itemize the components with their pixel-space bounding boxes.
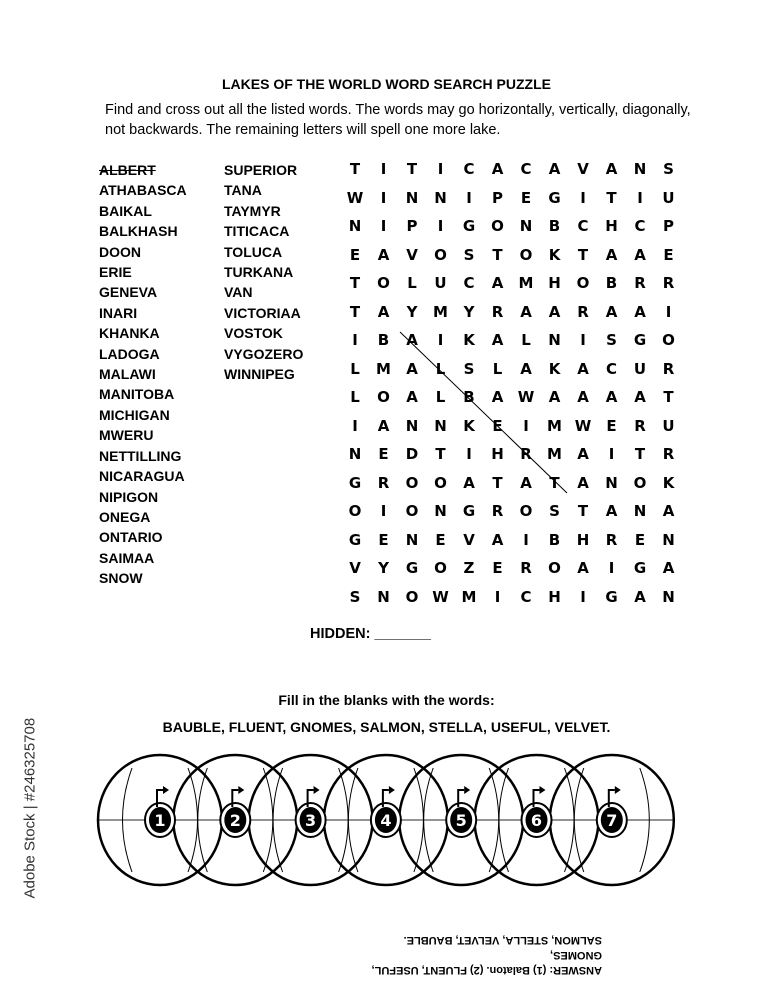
grid-letter: I (466, 188, 472, 207)
grid-letter: I (580, 587, 586, 606)
grid-letter: T (349, 274, 361, 292)
grid-letter: Z (463, 559, 475, 577)
grid-letter: O (662, 331, 675, 349)
circle-number: 6 (530, 811, 543, 830)
grid-letter: A (577, 359, 589, 378)
grid-letter: A (491, 274, 504, 292)
grid-letter: U (662, 188, 675, 207)
grid-letter: A (377, 302, 390, 321)
numbered-marker (446, 786, 476, 837)
grid-letter: Y (378, 559, 389, 577)
grid-letter: A (491, 160, 504, 178)
grid-letter: O (348, 502, 362, 520)
grid-letter: A (634, 245, 646, 264)
word-list-item: VAN (224, 284, 253, 301)
grid-letter: L (435, 388, 446, 406)
word-list-item: WINNIPEG (224, 366, 295, 383)
grid-letter: S (549, 502, 560, 520)
numbered-marker (145, 786, 175, 837)
arrow-icon (464, 786, 470, 794)
grid-letter: T (492, 473, 503, 492)
word-list-item: DOON (99, 243, 141, 260)
word-list-item: NIPIGON (99, 488, 159, 505)
grid-letter: E (663, 245, 674, 264)
grid-letter: N (348, 217, 362, 235)
grid-letter: V (463, 530, 475, 549)
grid-letter: U (434, 274, 447, 292)
grid-letter: H (548, 587, 561, 606)
grid-letter: M (518, 274, 534, 292)
grid-letter: G (605, 587, 618, 606)
grid-letter: E (492, 559, 503, 577)
grid-letter: A (406, 331, 418, 349)
grid-letter: P (406, 217, 418, 235)
grid-letter: R (634, 274, 646, 292)
word-list-item: GENEVA (99, 284, 158, 301)
grid-letter: A (406, 359, 418, 378)
grid-letter: A (634, 302, 646, 321)
circle-number: 2 (229, 811, 241, 830)
grid-letter: T (577, 245, 589, 264)
grid-letter: T (492, 245, 503, 264)
grid-letter: I (380, 502, 387, 520)
grid-letter: T (406, 160, 418, 178)
answer-key-upside-down (350, 932, 602, 977)
grid-letter: W (574, 416, 592, 435)
grid-letter: I (352, 416, 358, 435)
numbered-marker (597, 786, 627, 837)
circle-puzzle (0, 740, 773, 910)
grid-letter: I (580, 188, 586, 207)
grid-letter: O (434, 559, 447, 577)
grid-letter: O (491, 217, 504, 235)
grid-letter: W (346, 188, 364, 207)
grid-letter: G (405, 559, 419, 577)
grid-letter: K (463, 416, 475, 435)
grid-letter: M (376, 359, 391, 378)
grid-letter: T (663, 388, 674, 406)
word-list-item: VOSTOK (224, 325, 283, 342)
grid-letter: I (437, 331, 444, 349)
grid-letter: A (406, 388, 418, 406)
grid-letter: G (548, 188, 561, 207)
grid-letter: P (663, 217, 674, 235)
circle-number: 5 (455, 811, 467, 830)
letter-grid (340, 155, 690, 615)
grid-letter: N (633, 502, 647, 520)
numbered-marker (371, 786, 401, 837)
grid-letter: A (662, 502, 675, 520)
grid-letter: S (463, 245, 475, 264)
grid-letter: A (548, 160, 561, 178)
arrow-icon (314, 786, 320, 794)
grid-letter: A (605, 388, 618, 406)
grid-letter: Y (463, 302, 475, 321)
grid-letter: O (519, 502, 533, 520)
grid-letter: O (405, 473, 419, 492)
grid-letter: I (637, 188, 643, 207)
grid-letter: T (549, 473, 560, 492)
arrow-icon (238, 786, 244, 794)
answer-line-2: SALMON, STELLA, VELVET, BAUBLE. (403, 934, 602, 946)
word-list-item: MICHIGAN (99, 406, 170, 423)
word-list-item: NICARAGUA (99, 468, 185, 485)
grid-letter: L (407, 274, 417, 292)
word-list-item: KHANKA (99, 325, 160, 342)
fill-instruction: Fill in the blanks with the words: (278, 692, 495, 708)
grid-letter: N (633, 160, 647, 178)
circle-number: 4 (380, 811, 392, 830)
grid-letter: O (434, 473, 447, 492)
grid-letter: B (377, 331, 390, 349)
word-list-column-2 (224, 160, 303, 384)
circle-number: 3 (305, 811, 317, 830)
word-list-item: TAYMYR (224, 202, 281, 219)
grid-letter: T (349, 160, 361, 178)
fill-word-list: BAUBLE, FLUENT, GNOMES, SALMON, STELLA, USEFUL, VELVET. (162, 719, 611, 735)
grid-letter: I (437, 217, 444, 235)
word-list-item: ATHABASCA (99, 182, 187, 199)
grid-letter: E (435, 530, 446, 549)
grid-letter: R (662, 445, 675, 463)
circle-number: 1 (154, 811, 166, 830)
grid-letter: I (608, 445, 615, 463)
word-list-item: TANA (224, 182, 262, 199)
grid-letter: N (348, 445, 362, 463)
grid-letter: R (377, 473, 390, 492)
word-list-item: SNOW (99, 570, 143, 587)
grid-letter: E (520, 188, 532, 207)
grid-letter: M (547, 416, 562, 435)
puzzle-title: LAKES OF THE WORLD WORD SEARCH PUZZLE (222, 76, 551, 92)
grid-letter: I (580, 331, 586, 349)
grid-letter: O (633, 473, 647, 492)
grid-letter: C (463, 274, 475, 292)
arrow-icon (540, 786, 546, 794)
grid-letter: R (520, 559, 532, 577)
grid-letter: C (634, 217, 646, 235)
grid-letter: V (406, 245, 418, 264)
grid-letter: I (665, 302, 672, 321)
word-list-item: MANITOBA (99, 386, 175, 403)
word-list-item: SAIMAA (99, 549, 155, 566)
grid-letter: K (662, 473, 675, 492)
grid-letter: C (577, 217, 589, 235)
grid-letter: O (548, 559, 561, 577)
word-list-item: TURKANA (224, 264, 294, 281)
grid-letter: R (577, 302, 589, 321)
word-list-item: ALBERT (99, 162, 156, 178)
word-list-item: MALAWI (99, 366, 156, 383)
grid-letter: A (463, 473, 475, 492)
grid-letter: W (432, 587, 449, 606)
grid-letter: Y (406, 302, 418, 321)
word-list-item: ERIE (99, 264, 132, 281)
numbered-marker (522, 786, 552, 837)
grid-letter: R (662, 359, 675, 378)
grid-letter: O (377, 274, 390, 292)
grid-letter: G (348, 473, 362, 492)
grid-letter: L (492, 359, 503, 378)
grid-letter: A (577, 559, 589, 577)
grid-letter: A (491, 331, 504, 349)
grid-letter: O (405, 502, 419, 520)
grid-letter: B (605, 274, 618, 292)
grid-letter: U (662, 416, 675, 435)
word-list-item: MWERU (99, 427, 154, 444)
grid-letter: K (548, 359, 561, 378)
grid-letter: G (633, 559, 647, 577)
arrow-icon (615, 786, 621, 794)
grid-letter: A (634, 388, 646, 406)
grid-letter: A (605, 245, 618, 264)
grid-letter: I (352, 331, 358, 349)
grid-letter: G (462, 217, 476, 235)
grid-letter: I (437, 160, 444, 178)
arrow-icon (163, 786, 169, 794)
answer-line-1: ANSWER: (1) Balaton. (2) FLUENT, USEFUL, GNOMES, (371, 949, 602, 976)
word-list-item: SUPERIOR (224, 162, 298, 178)
grid-letter: R (491, 302, 504, 321)
grid-letter: H (548, 274, 561, 292)
grid-letter: M (461, 587, 477, 606)
grid-letter: N (662, 530, 675, 549)
grid-letter: R (634, 416, 646, 435)
grid-letter: O (519, 245, 533, 264)
grid-letter: L (435, 359, 446, 378)
grid-letter: C (605, 359, 617, 378)
grid-letter: B (548, 530, 561, 549)
grid-letter: I (380, 217, 387, 235)
grid-letter: I (523, 416, 529, 435)
grid-letter: A (662, 559, 675, 577)
grid-letter: O (377, 388, 390, 406)
grid-letter: L (521, 331, 531, 349)
word-list-item: TOLUCA (224, 243, 283, 260)
watermark: Adobe Stock | #246325708 (21, 717, 39, 899)
grid-letter: A (605, 502, 618, 520)
grid-letter: N (548, 331, 561, 349)
grid-letter: E (349, 245, 361, 264)
grid-letter: I (380, 160, 387, 178)
grid-letter: A (605, 160, 618, 178)
grid-letter: E (634, 530, 646, 549)
word-list-item: LADOGA (99, 345, 160, 362)
grid-letter: A (520, 359, 532, 378)
word-list-item: BALKHASH (99, 223, 178, 240)
grid-letter: A (491, 388, 504, 406)
grid-letter: R (605, 530, 618, 549)
circle-number: 7 (606, 811, 618, 830)
grid-letter: O (405, 587, 419, 606)
grid-letter: I (466, 445, 472, 463)
grid-letter: B (548, 217, 561, 235)
grid-letter: O (576, 274, 590, 292)
grid-letter: G (462, 502, 476, 520)
grid-letter: C (463, 160, 475, 178)
grid-letter: N (405, 530, 419, 549)
grid-letter: E (378, 445, 389, 463)
grid-letter: N (377, 587, 390, 606)
grid-letter: N (434, 416, 447, 435)
grid-letter: T (634, 445, 646, 463)
grid-letter: A (577, 473, 589, 492)
grid-letter: N (605, 473, 618, 492)
grid-letter: A (520, 473, 532, 492)
grid-letter: M (547, 445, 562, 463)
grid-letter: P (492, 188, 503, 207)
grid-letter: A (548, 388, 561, 406)
grid-letter: K (548, 245, 561, 264)
grid-letter: L (350, 359, 360, 378)
grid-letter: T (349, 302, 361, 321)
grid-letter: G (348, 530, 362, 549)
word-list-item: ONTARIO (99, 529, 163, 546)
grid-letter: H (491, 445, 504, 463)
grid-letter: V (349, 559, 361, 577)
grid-letter: N (434, 502, 447, 520)
numbered-marker (296, 786, 326, 837)
hidden-word-blank: HIDDEN: _______ (310, 626, 431, 642)
grid-letter: A (548, 302, 561, 321)
grid-letter: R (491, 502, 504, 520)
word-list-item: VICTORIAA (224, 304, 301, 321)
grid-letter: A (520, 302, 532, 321)
grid-letter: A (605, 302, 618, 321)
grid-letter: N (405, 416, 419, 435)
grid-letter: I (494, 587, 501, 606)
grid-letter: G (633, 331, 647, 349)
word-list-item: ONEGA (99, 508, 151, 525)
grid-letter: T (606, 188, 617, 207)
grid-letter: S (463, 359, 475, 378)
numbered-marker (220, 786, 250, 837)
grid-letter: B (463, 388, 475, 406)
grid-letter: A (577, 388, 589, 406)
grid-letter: E (378, 530, 389, 549)
grid-letter: L (350, 388, 360, 406)
grid-letter: K (463, 331, 475, 349)
grid-letter: E (492, 416, 503, 435)
grid-letter: O (434, 245, 447, 264)
grid-letter: A (377, 245, 390, 264)
grid-letter: V (577, 160, 589, 178)
word-list-item: TITICACA (224, 223, 290, 240)
grid-letter: A (577, 445, 589, 463)
grid-letter: S (606, 331, 617, 349)
grid-letter: H (605, 217, 618, 235)
grid-letter: U (633, 359, 647, 378)
grid-letter: N (405, 188, 419, 207)
grid-letter: H (576, 530, 590, 549)
grid-letter: R (520, 445, 532, 463)
grid-letter: W (517, 388, 535, 406)
grid-letter: D (405, 445, 419, 463)
grid-letter: R (662, 274, 675, 292)
grid-letter: S (349, 587, 361, 606)
grid-letter: A (634, 587, 646, 606)
grid-letter: N (519, 217, 533, 235)
grid-letter: M (433, 302, 448, 321)
word-list-item: BAIKAL (99, 202, 152, 219)
grid-letter: A (491, 530, 504, 549)
grid-letter: C (520, 160, 532, 178)
instructions: Find and cross out all the listed words. The words may go horizontally, vertically, diagonally, not backwards. The remaining letters will spell one more lake. (105, 102, 691, 138)
grid-letter: T (435, 445, 446, 463)
word-list-item: NETTILLING (99, 447, 182, 464)
word-list-item: INARI (99, 304, 138, 321)
grid-letter: I (523, 530, 529, 549)
grid-letter: T (577, 502, 589, 520)
arrow-icon (389, 786, 395, 794)
grid-letter: I (608, 559, 615, 577)
grid-letter: E (606, 416, 617, 435)
grid-letter: S (663, 160, 674, 178)
grid-letter: N (662, 587, 675, 606)
grid-letter: A (377, 416, 390, 435)
grid-letter: C (520, 587, 532, 606)
grid-letter: N (434, 188, 447, 207)
word-list-item: VYGOZERO (224, 345, 304, 362)
grid-letter: I (380, 188, 387, 207)
word-list-column-1 (99, 160, 187, 589)
